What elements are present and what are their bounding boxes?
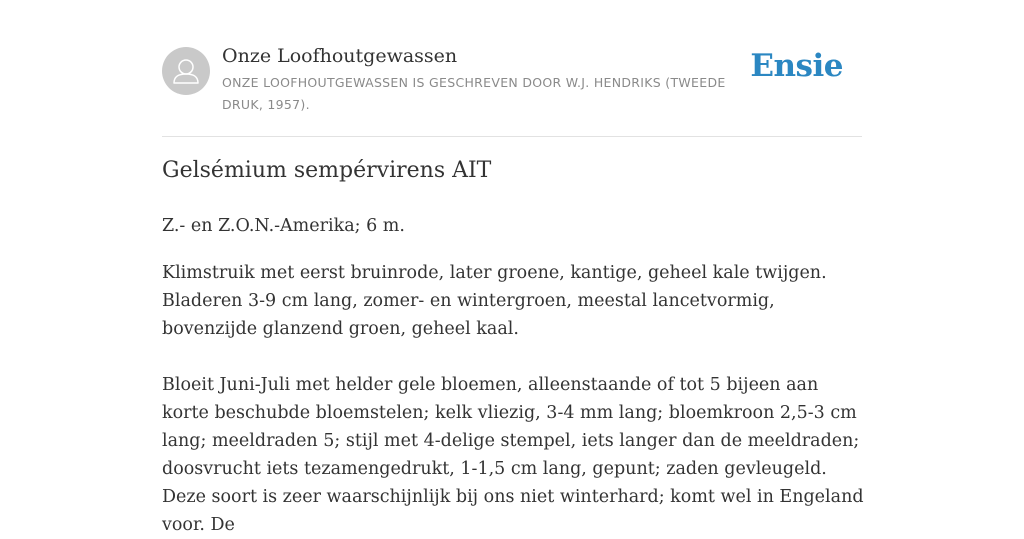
source-header bbox=[162, 0, 862, 137]
entry-title: Gelsémium sempérvirens AIT bbox=[162, 158, 492, 183]
entry-body bbox=[162, 212, 866, 539]
page-container bbox=[162, 0, 864, 535]
avatar bbox=[162, 47, 210, 95]
user-icon bbox=[162, 47, 210, 95]
source-title[interactable]: Onze Loofhoutgewassen bbox=[222, 45, 458, 67]
source-description: ONZE LOOFHOUTGEWASSEN IS GESCHREVEN DOOR W.J. HENDRIKS (TWEEDE DRUK, 1957). bbox=[222, 75, 726, 112]
ensie-logo[interactable]: Ensie bbox=[750, 48, 843, 84]
entry-origin: Z.- en Z.O.N.-Amerika; 6 m. bbox=[162, 216, 405, 236]
entry-flowering: Bloeit Juni-Juli met helder gele bloemen, alleenstaande of tot 5 bijeen aan korte beschubde bloemstelen; kelk vliezig, 3-4 mm lang; bloemkroon 2,5-3 cm lang; meeldraden 5; stijl met 4-delige stempel, iets langer dan de meeldraden; doosvrucht iets tezamengedrukt, 1-1,5 cm lang, gepunt; zaden gevleugeld. Deze soort is zeer waarschijnlijk bij ons niet winterhard; komt wel in Engeland voor. De bbox=[162, 375, 864, 535]
entry-description: Klimstruik met eerst bruinrode, later groene, kantige, geheel kale twijgen. Bladeren 3-9 cm lang, zomer- en wintergroen, meestal lancetvormig, bovenzijde glanzend groen, geheel kaal. bbox=[162, 263, 827, 339]
